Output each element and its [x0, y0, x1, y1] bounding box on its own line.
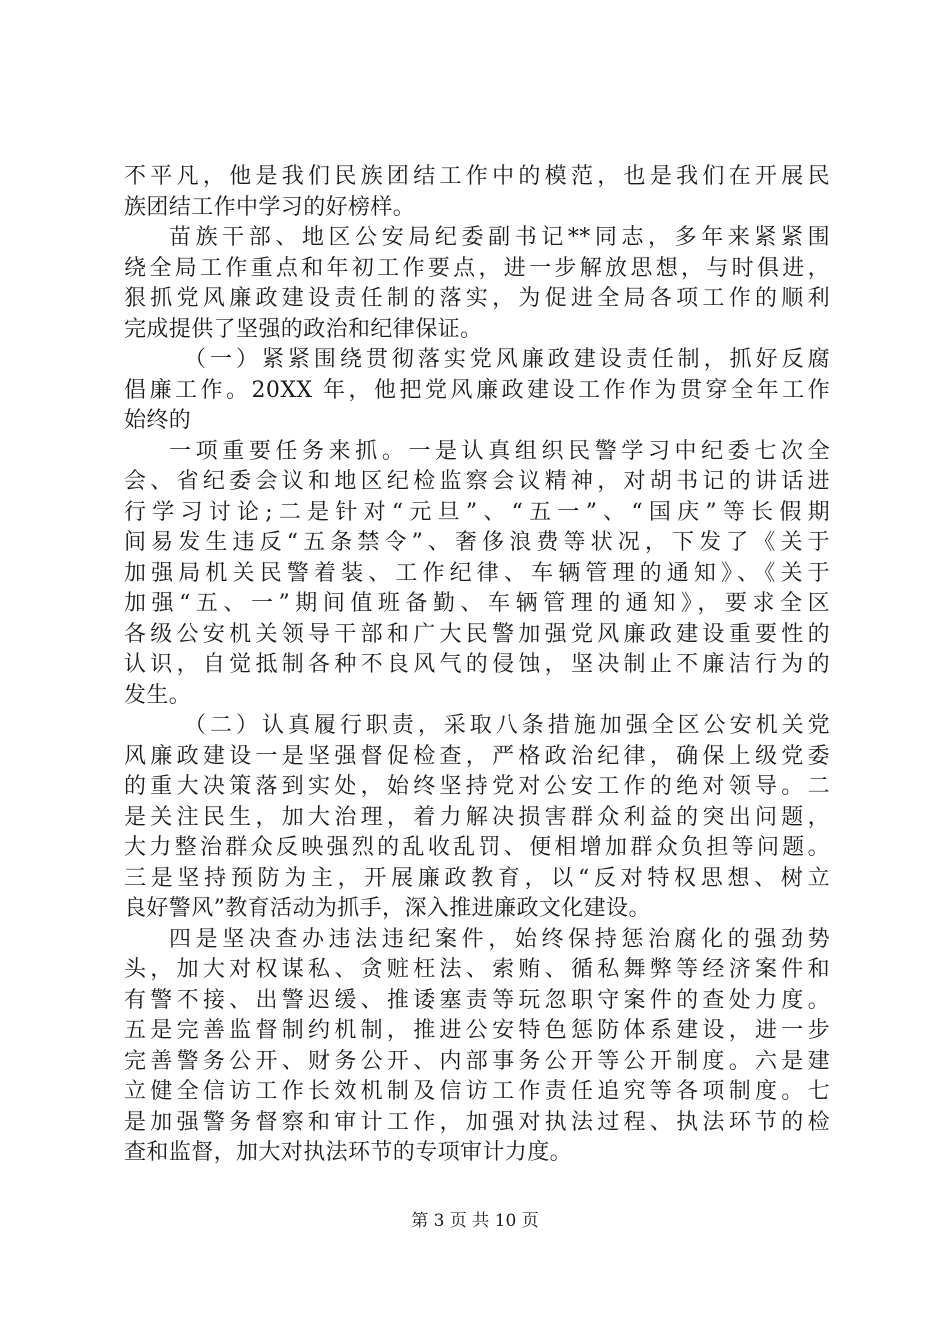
document-body	[124, 162, 830, 1169]
text-line: 狠抓党风廉政建设责任制的落实，为促进全局各项工作的顺利	[124, 286, 830, 311]
page-footer: 第 3 页 共 10 页	[411, 1211, 539, 1231]
text-line: 有警不接、出警迟缓、推诿塞责等玩忽职守案件的查处力度。	[124, 987, 830, 1013]
text-line: 认识，自觉抵制各种不良风气的侵蚀，坚决制止不廉洁行为的	[124, 652, 830, 677]
text-line: 各级公安机关领导干部和广大民警加强党风廉政建设重要性的	[124, 621, 830, 647]
text-line: 五是完善监督制约机制，推进公安特色惩防体系建设，进一步	[124, 1018, 830, 1043]
text-line: 倡廉工作。20XX 年，他把党风廉政建设工作作为贯穿全年工作	[124, 377, 830, 403]
text-line: （二）认真履行职责，采取八条措施加强全区公安机关党	[184, 713, 830, 738]
text-line: 发生。	[124, 682, 192, 708]
text-line: 是关注民生，加大治理，着力解决损害群众利益的突出问题，	[124, 804, 830, 830]
text-line: 立健全信访工作长效机制及信访工作责任追究等各项制度。七	[124, 1079, 830, 1104]
text-line: 会、省纪委会议和地区纪检监察会议精神，对胡书记的讲话进	[124, 469, 830, 494]
text-line: 一项重要任务来抓。一是认真组织民警学习中纪委七次全	[169, 438, 830, 464]
text-line: 族团结工作中学习的好榜样。	[124, 194, 416, 220]
text-line: 完成提供了坚强的政治和纪律保证。	[124, 316, 483, 342]
text-line: 风廉政建设一是坚强督促检查，严格政治纪律，确保上级党委	[124, 743, 830, 769]
text-line: 四是坚决查办违法违纪案件，始终保持惩治腐化的强劲势	[169, 926, 830, 952]
text-line: 良好警风”教育活动为抓手，深入推进廉政文化建设。	[124, 896, 651, 921]
text-line: 头，加大对权谋私、贪赃枉法、索贿、循私舞弊等经济案件和	[124, 957, 830, 982]
text-line: 完善警务公开、财务公开、内部事务公开等公开制度。六是建	[124, 1048, 830, 1074]
text-line: 加强“五、一”期间值班备勤、车辆管理的通知》，要求全区	[124, 591, 830, 616]
text-line: 的重大决策落到实处，始终坚持党对公安工作的绝对领导。二	[124, 774, 830, 799]
text-line: 不平凡，他是我们民族团结工作中的模范，也是我们在开展民	[124, 164, 830, 189]
text-line: 间易发生违反“五条禁令”、奢侈浪费等状况，下发了《关于	[124, 530, 830, 555]
text-line: 行学习讨论;二是针对“元旦”、“五一”、“国庆”等长假期	[124, 499, 830, 525]
text-line: 大力整治群众反映强烈的乱收乱罚、便相增加群众负担等问题。	[124, 835, 830, 860]
text-line: 三是坚持预防为主，开展廉政教育，以“反对特权思想、树立	[124, 865, 830, 891]
text-line: 加强局机关民警着装、工作纪律、车辆管理的通知》、《关于	[124, 560, 830, 586]
text-line: （一）紧紧围绕贯彻落实党风廉政建设责任制，抓好反腐	[184, 347, 830, 372]
text-line: 始终的	[124, 408, 192, 433]
text-line: 苗族干部、地区公安局纪委副书记**同志，多年来紧紧围	[169, 225, 830, 250]
text-line: 是加强警务督察和审计工作，加强对执法过程、执法环节的检	[124, 1109, 830, 1135]
text-line: 绕全局工作重点和年初工作要点，进一步解放思想，与时俱进，	[124, 255, 830, 281]
text-line: 查和监督，加大对执法环节的专项审计力度。	[124, 1140, 573, 1165]
